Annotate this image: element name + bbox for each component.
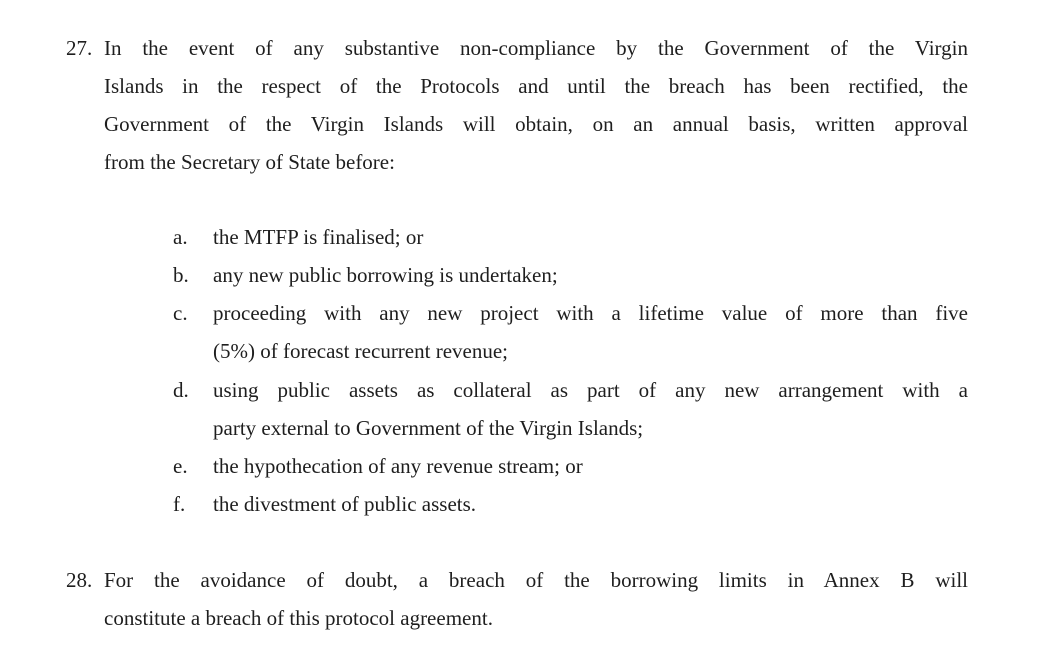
list-item-text: party external to Government of the Virgin Islands; [213,416,644,440]
list-item-label: e. [173,454,188,478]
paragraph-line: Government of the Virgin Islands will obtain, on an annual basis, written approval [104,112,968,136]
paragraph-line: constitute a breach of this protocol agreement. [104,606,493,630]
list-item-text: proceeding with any new project with a lifetime value of more than five [213,301,968,325]
list-item-label: c. [173,301,188,325]
list-item-text: (5%) of forecast recurrent revenue; [213,339,508,363]
list-item-text: using public assets as collateral as part of any new arrangement with a [213,378,968,402]
list-item-text: the divestment of public assets. [213,492,477,516]
list-item-label: d. [173,378,189,402]
paragraph-number: 27. [66,36,93,60]
list-item-label: f. [173,492,186,516]
paragraph-number: 28. [66,568,93,592]
list-item-text: the MTFP is finalised; or [213,225,424,249]
paragraph-line: For the avoidance of doubt, a breach of the borrowing limits in Annex B will [104,568,968,592]
list-item-text: the hypothecation of any revenue stream; or [213,454,583,478]
paragraph-line: In the event of any substantive non-compliance by the Government of the Virgin [104,36,968,60]
list-item-label: a. [173,225,188,249]
list-item-label: b. [173,263,189,287]
paragraph-line: from the Secretary of State before: [104,150,395,174]
paragraph-line: Islands in the respect of the Protocols and until the breach has been rectified, the [104,74,968,98]
list-item-text: any new public borrowing is undertaken; [213,263,558,287]
